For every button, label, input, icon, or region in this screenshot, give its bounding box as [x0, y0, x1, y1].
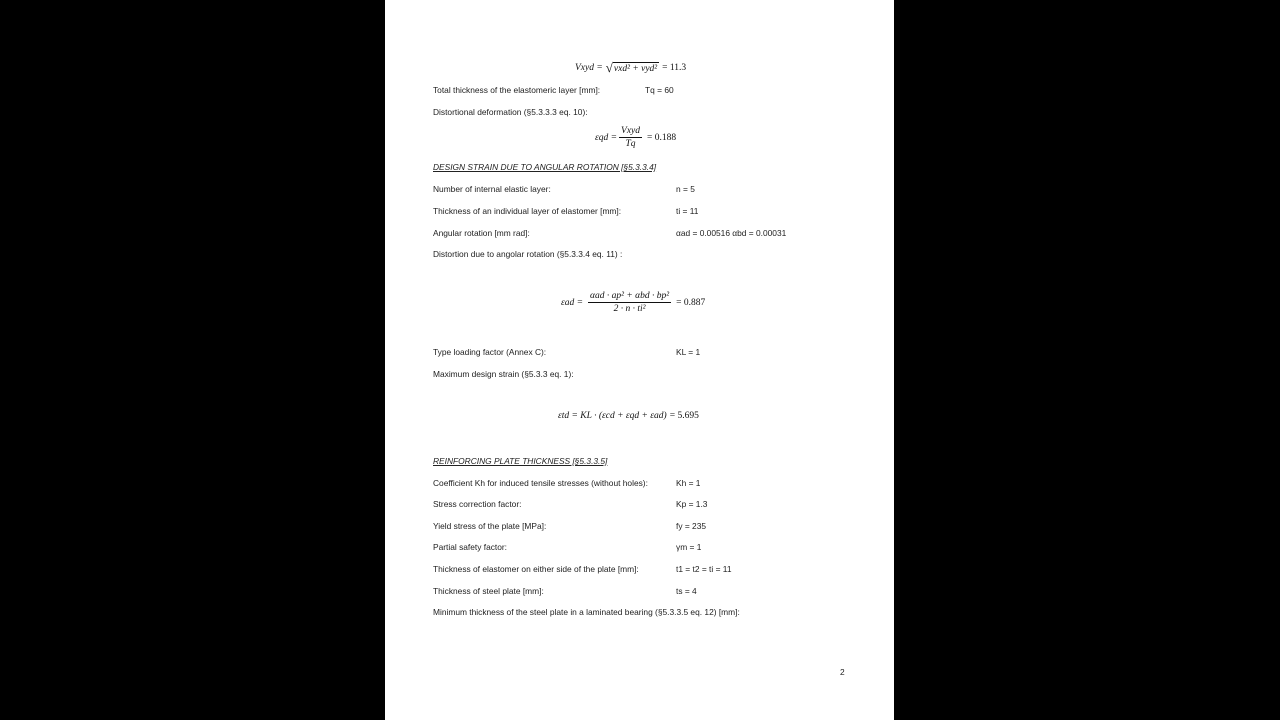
equation-ead: [561, 291, 705, 314]
document-page: [385, 0, 894, 720]
row-value: γm = 1: [676, 542, 702, 552]
fraction-numerator: αad · ap² + αbd · bp²: [590, 291, 670, 301]
equation-result: = 5.695: [669, 411, 699, 421]
fraction-numerator: Vxyd: [621, 126, 641, 136]
row-value: Kp = 1.3: [676, 499, 708, 509]
row-label: Stress correction factor:: [433, 499, 522, 509]
row-value: ti = 11: [676, 206, 699, 216]
sqrt-symbol: √ vxd² + vyd²: [605, 60, 658, 75]
section-title-reinforcing-plate: REINFORCING PLATE THICKNESS [§5.3.3.5]: [433, 456, 608, 466]
row-value: fy = 235: [676, 521, 707, 531]
total-thickness-value: Tq = 60: [645, 85, 674, 95]
type-loading-label: Type loading factor (Annex C):: [433, 347, 547, 357]
row-value: Kh = 1: [676, 478, 701, 488]
row-label: Coefficient Kh for induced tensile stresses (without holes):: [433, 478, 648, 488]
type-loading-value: KL = 1: [676, 347, 701, 357]
equation-result: = 0.188: [647, 132, 677, 143]
row-label: Thickness of elastomer on either side of the plate [mm]:: [433, 564, 639, 574]
equation-etd: [558, 411, 699, 421]
row-label: Yield stress of the plate [MPa]:: [433, 521, 547, 531]
equation-lhs: εad =: [561, 297, 584, 308]
row-label: Number of internal elastic layer:: [433, 184, 551, 194]
fraction: [619, 126, 642, 149]
fraction-denominator: Tq: [625, 139, 636, 149]
total-thickness-label: Total thickness of the elastomeric layer [mm]:: [433, 85, 601, 95]
distortional-deformation-label: Distortional deformation (§5.3.3.3 eq. 10):: [433, 107, 588, 117]
equation-radicand: vxd² + vyd²: [613, 64, 658, 74]
row-value: t1 = t2 = ti = 11: [676, 564, 732, 574]
max-design-strain-label: Maximum design strain (§5.3.3 eq. 1):: [433, 369, 574, 379]
row-label: Thickness of steel plate [mm]:: [433, 586, 544, 596]
page-number: 2: [840, 667, 845, 677]
min-thickness-label: Minimum thickness of the steel plate in a laminated bearing (§5.3.3.5 eq. 12) [mm]:: [433, 607, 740, 617]
row-value: ts = 4: [676, 586, 697, 596]
section-title-angular-rotation: DESIGN STRAIN DUE TO ANGULAR ROTATION [§5.3.3.4]: [433, 162, 657, 172]
row-label: Partial safety factor:: [433, 542, 508, 552]
equation-result: = 11.3: [662, 63, 687, 73]
row-value: n = 5: [676, 184, 695, 194]
row-label: Angular rotation [mm rad]:: [433, 228, 530, 238]
equation-lhs: Vxyd =: [575, 63, 603, 73]
row-label: Thickness of an individual layer of elastomer [mm]:: [433, 206, 622, 216]
row-value: αad = 0.00516 αbd = 0.00031: [676, 228, 787, 238]
equation-lhs: εqd =: [595, 132, 618, 143]
equation-vxyd: [575, 62, 686, 74]
equation-eqd: [595, 126, 676, 149]
fraction: [588, 291, 671, 314]
equation-expression: εtd = KL · (εcd + εqd + εad): [558, 411, 667, 421]
distortion-angular-label: Distortion due to angolar rotation (§5.3.3.4 eq. 11) :: [433, 249, 623, 259]
equation-result: = 0.887: [676, 297, 706, 308]
fraction-denominator: 2 · n · ti²: [613, 304, 646, 314]
